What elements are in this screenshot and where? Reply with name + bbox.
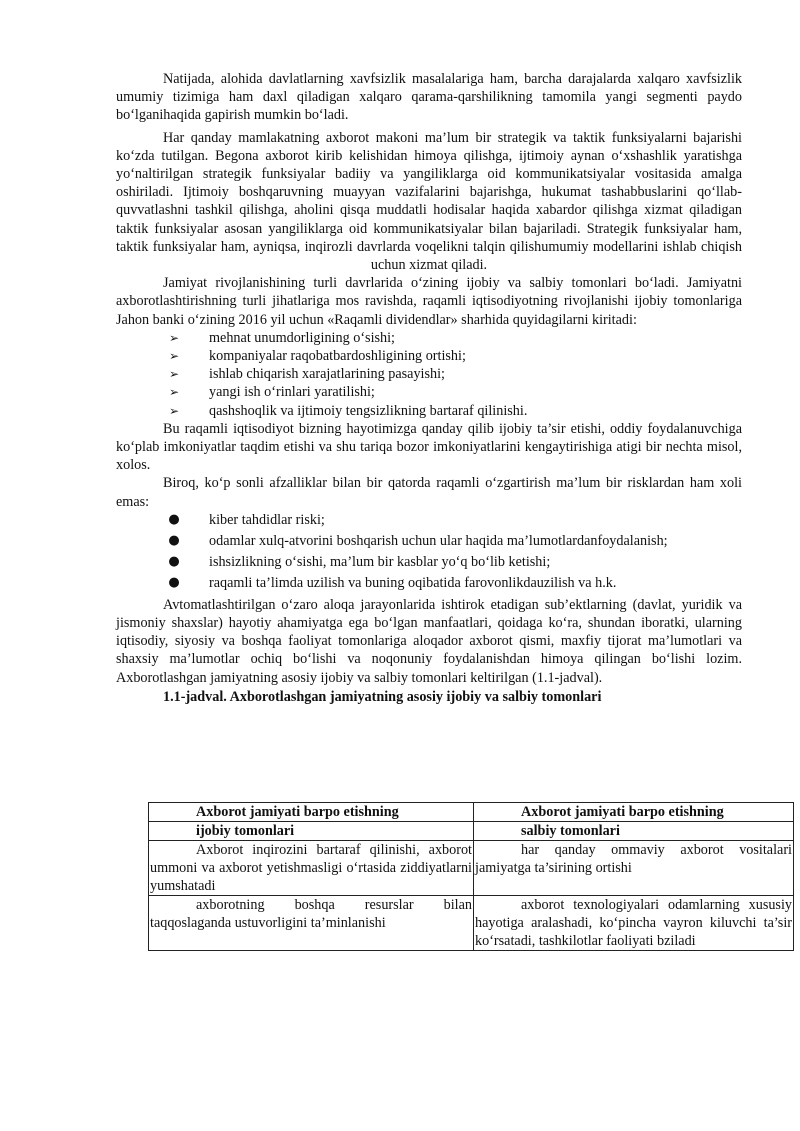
list-item: ● ishsizlikning o‘sishi, ma’lum bir kasblar yo‘q bo‘lib ketishi; <box>116 553 742 571</box>
dot-bullet-icon: ● <box>168 533 180 549</box>
comparison-table <box>148 802 794 951</box>
header-cell-positive-sub: ijobiy tomonlari <box>149 822 474 841</box>
list-item: ● raqamli ta’limda uzilish va buning oqibatida farovonlikdauzilish va h.k. <box>116 574 742 592</box>
header-cell-negative-sub: salbiy tomonlari <box>474 822 794 841</box>
dot-bullet-icon: ● <box>168 575 180 591</box>
table-cell: axborot texnologiyalari odamlarning xususiy hayotiga aralashadi, ko‘pincha vayron kiluvchi ta’sir ko‘rsatadi, tashkilotlar faoliyati bziladi <box>475 897 792 949</box>
list-item: ➢ ishlab chiqarish xarajatlarining pasayishi; <box>116 365 742 383</box>
dot-bullet-icon: ● <box>168 554 180 570</box>
table-header-row <box>149 803 794 822</box>
table-cell: axborotning boshqa resurslar bilan taqqoslaganda ustuvorligini ta’minlanishi <box>149 896 474 951</box>
list-item: ➢ mehnat unumdorligining o‘sishi; <box>116 329 742 347</box>
list-item: ● odamlar xulq-atvorini boshqarish uchun ular haqida ma’lumotlardanfoydalanish; <box>116 532 742 550</box>
table-row <box>149 841 794 896</box>
header-cell-positive: Axborot jamiyati barpo etishning <box>149 803 474 822</box>
paragraph-1: Natijada, alohida davlatlarning xavfsizlik masalalariga ham, barcha darajalarda xalqaro xavfsizlik umumiy tizimiga ham daxl qiladigan xalqaro qarama-qarshilikning tamomila yangi segmenti paydo bo‘lganihaqida gapirish mumkin bo‘ladi. <box>116 71 742 124</box>
positive-effects-list <box>116 329 742 420</box>
list-item: ➢ yangi ish o‘rinlari yaratilishi; <box>116 383 742 401</box>
list-item: ➢ qashshoqlik va ijtimoiy tengsizlikning bartaraf qilinishi. <box>116 402 742 420</box>
arrow-bullet-icon: ➢ <box>168 385 180 400</box>
arrow-bullet-icon: ➢ <box>168 403 180 418</box>
dot-bullet-icon: ● <box>168 511 180 527</box>
arrow-bullet-icon: ➢ <box>168 367 180 382</box>
paragraph-5: Biroq, ko‘p sonli afzalliklar bilan bir qatorda raqamli o‘zgartirish ma’lum bir risklardan ham xoli emas: <box>116 475 742 510</box>
paragraph-3: Jamiyat rivojlanishining turli davrlarida o‘zining ijobiy va salbiy tomonlari bo‘ladi. Jamiyatni axborotlashtirishning turli jihatlariga mos ravishda, raqamli iqtisodiyotning rivojlanishi ijobiy tomonlariga Jahon banki o‘zining 2016 yil uchun «Raqamli dividendlar» sharhida quyidagilarni kiritadi: <box>116 275 742 328</box>
table-cell: har qanday ommaviy axborot vositalari jamiyatga ta’sirining ortishi <box>474 841 794 896</box>
arrow-bullet-icon: ➢ <box>168 349 180 364</box>
paragraph-6: Avtomatlashtirilgan o‘zaro aloqa jarayonlarida ishtirok etadigan sub’ektlarning (davlat, yuridik va jismoniy shaxslar) hayotiy ahamiyatga ega bo‘lgan manfaatlari, qoidaga ko‘ra, shundan iboratki, ularning iqtisodiy, siyosiy va boshqa faoliyat tomonlariga aloqador axborot qismi, maxfiy tijorat ma’lumotlari va shaxsiy ma’lumotlar ochiq bo‘lishi va noqonuniy foydalanishdan himoya qilingan bo‘lishi lozim. Axborotlashgan jamiyatning asosiy ijobiy va salbiy tomonlari keltirilgan (1.1-jadval). <box>116 596 742 686</box>
paragraph-2: Har qanday mamlakatning axborot makoni ma’lum bir strategik va taktik funksiyalarni bajarishi ko‘zda tutilgan. Begona axborot kirib kelishidan himoya qilishga, ijtimoiy aynan o‘xshashlik yaratishga yo‘naltirilgan strategik funksiyalar badiiy va yangiliklarga oid kommunikatsiyalar vositasida amalga oshiriladi. Ijtimoiy boshqaruvning muayyan vazifalarini bajarishga, hukumat tashabbuslarini qo‘llab- quvvatlashni tashkil qilishga, aholini qisqa muddatli hodisalar haqida xabardor qilishga xizmat qiladigan taktik funksiyalar asosan yangiliklarga oid kommunikatsiyalar bilan bajariladi. Strategik funksiyalar ham, taktik funksiyalar ham, ayniqsa, inqirozli davrlarda voqelikni talqin qilishumumiy modellarini ishlab chiqish uchun xizmat qiladi. <box>116 129 742 274</box>
table-row <box>149 896 794 951</box>
header-cell-negative: Axborot jamiyati barpo etishning <box>474 803 794 822</box>
list-item: ● kiber tahdidlar riski; <box>116 511 742 529</box>
document-body <box>116 70 742 706</box>
paragraph-4: Bu raqamli iqtisodiyot bizning hayotimizga qanday qilib ijobiy ta’sir etishi, oddiy foydalanuvchiga ko‘plab imkoniyatlar taqdim etishi va shu tariqa bozor imkoniyatlarini kengaytirishiga atigi bir nechta misol, xolos. <box>116 420 742 474</box>
table-caption: 1.1-jadval. Axborotlashgan jamiyatning asosiy ijobiy va salbiy tomonlari <box>163 688 602 705</box>
table-cell: Axborot inqirozini bartaraf qilinishi, axborot ummoni va axborot yetishmasligi o‘rtasida ziddiyatlarni yumshatadi <box>150 842 472 894</box>
risks-list <box>116 511 742 593</box>
arrow-bullet-icon: ➢ <box>168 330 180 345</box>
list-item: ➢ kompaniyalar raqobatbardoshligining ortishi; <box>116 347 742 365</box>
table-header-row <box>149 822 794 841</box>
